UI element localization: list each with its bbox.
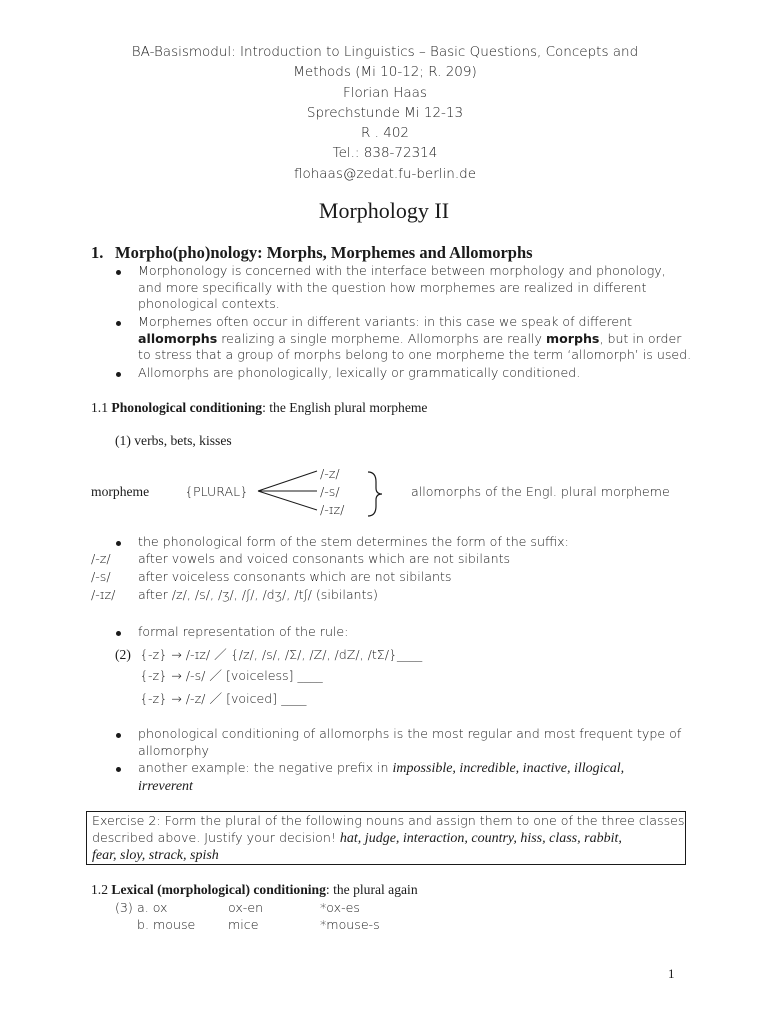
bullet-dot (116, 372, 121, 377)
rule-form: /-ɪz/ (91, 587, 116, 602)
allomorph-form: /-s/ (320, 484, 340, 499)
example-cell: *mouse-s (320, 917, 380, 932)
rule-desc: after voiceless consonants which are not sibilants (138, 569, 452, 584)
bullet-dot (116, 767, 121, 772)
italic-run: fear, sloy, strack, spish (92, 848, 219, 863)
formal-rule-row (140, 647, 422, 664)
branch-arrows (255, 462, 325, 517)
course-header (90, 42, 680, 184)
exercise-line (92, 847, 684, 865)
bullet-text: the phonological form of the stem determines the form of the suffix: (138, 534, 569, 549)
example-cell: mice (228, 917, 259, 932)
bullet-text: formal representation of the rule: (138, 624, 349, 639)
page-title: Morphology II (318, 198, 450, 223)
exercise-line (92, 830, 684, 848)
bullet-line: to stress that a group of morphs belong to one morpheme the term ‘allomorph’ is used. (138, 347, 692, 362)
text-run: another example: the negative prefix in (138, 760, 393, 775)
bullet-text (138, 263, 666, 313)
subsection-rest: : the English plural morpheme (262, 400, 428, 415)
rule-env: [voiced] ____ (226, 691, 307, 706)
subsection-number: 1.1 (91, 400, 108, 415)
header-line: flohaas@zedat.fu-berlin.de (293, 165, 477, 182)
bullet-line: Allomorphs are phonologically, lexically or grammatically conditioned. (138, 365, 581, 380)
arrow-icon: → (171, 647, 182, 662)
header-line: Tel.: 838-72314 (332, 145, 438, 162)
bullet-text (138, 726, 681, 759)
bold-term: morphs (545, 330, 600, 346)
bullet-dot (116, 541, 121, 546)
subsection-bold: Phonological conditioning (111, 400, 263, 415)
formal-rule-row (140, 668, 323, 685)
text-run: , but in order (599, 330, 682, 346)
bullet-line: Morphonology is concerned with the interface between morphology and phonology, (138, 263, 666, 278)
bullet-text (138, 314, 691, 364)
rule-form: /-s/ (91, 569, 111, 584)
section-title: Morpho(pho)nology: Morphs, Morphemes and Allomorphs (115, 243, 533, 262)
bullet-line (138, 760, 624, 778)
subsection-bold: Lexical (morphological) conditioning (111, 882, 326, 897)
subsection-heading (91, 400, 427, 417)
rule-rhs: /-z/ (185, 691, 206, 706)
rule-rhs: /-ɪz/ (185, 647, 211, 662)
allomorph-form: /-z/ (320, 466, 340, 481)
rule-lhs: {-z} (140, 668, 168, 683)
rule-desc: after /z/, /s/, /ʒ/, /ʃ/, /dʒ/, /tʃ/ (sibilants) (138, 587, 378, 602)
curly-brace (366, 470, 386, 518)
rule-form: /-z/ (91, 551, 111, 566)
bullet-line: allomorphy (138, 742, 209, 758)
header-line: R . 402 (360, 125, 410, 142)
rule-desc: after vowels and voiced consonants which are not sibilants (138, 551, 511, 566)
formal-number: (2) (115, 647, 131, 662)
rule-env: {/z/, /s/, /Σ/, /Z/, /dZ/, /tΣ/}____ (230, 647, 423, 662)
header-line: Methods (Mi 10-12; R. 209) (293, 64, 477, 81)
header-line: BA-Basismodul: Introduction to Linguistics – Basic Questions, Concepts and (131, 44, 639, 60)
rule-env: [voiceless] ____ (226, 668, 323, 683)
exercise-line: Exercise 2: Form the plural of the following nouns and assign them to one of the three classes (92, 813, 685, 828)
diagram-plural-label: {PLURAL} (185, 484, 249, 499)
bullet-text (138, 760, 624, 795)
subsection-number: 1.2 (91, 882, 108, 897)
header-line: Sprechstunde Mi 12-13 (306, 104, 464, 121)
italic-run: hat, judge, interaction, country, hiss, class, rabbit, (339, 830, 622, 846)
arrow-icon: → (171, 668, 182, 683)
bullet-dot (116, 733, 121, 738)
slash-icon: ／ (214, 647, 227, 662)
diagram-morpheme-label: morpheme (91, 484, 150, 499)
rule-rhs: /-s/ (185, 668, 206, 683)
example-cell: ox-en (228, 900, 264, 915)
formal-rule-row (140, 691, 306, 708)
allomorphs-label: allomorphs of the Engl. plural morpheme (411, 484, 670, 499)
rule-lhs: {-z} (140, 691, 168, 706)
arrow-icon: → (171, 691, 182, 706)
example-cell: b. mouse (137, 917, 196, 932)
bullet-line (138, 331, 691, 348)
bullet-dot (116, 631, 121, 636)
italic-run: impossible, incredible, inactive, illogical, (392, 761, 625, 776)
bullet-line: phonological contexts. (138, 296, 280, 311)
slash-icon: ／ (209, 668, 222, 683)
text-run: realizing a single morpheme. Allomorphs are really (221, 330, 542, 346)
bullet-line: phonological conditioning of allomorphs is the most regular and most frequent type of (138, 726, 682, 741)
branch-line-top (258, 471, 317, 491)
text-run: described above. Justify your decision! (92, 829, 340, 845)
bullet-line (138, 778, 624, 796)
bullet-dot (116, 270, 121, 275)
allomorph-form: /-ɪz/ (320, 502, 345, 517)
rule-lhs: {-z} (140, 647, 168, 662)
branch-line-bottom (258, 491, 317, 510)
example-cell: a. ox (137, 900, 168, 915)
subsection-heading (91, 882, 418, 899)
bold-term: allomorphs (138, 330, 218, 346)
example-1: (1) verbs, bets, kisses (115, 433, 232, 448)
bullet-line: Morphemes often occur in different variants: in this case we speak of different (138, 314, 633, 329)
header-line: Florian Haas (343, 84, 427, 101)
slash-icon: ／ (209, 691, 223, 706)
bullet-dot (116, 321, 121, 326)
page-number: 1 (668, 966, 675, 981)
bullet-line: and more specifically with the question how morphemes are realized in different (138, 279, 647, 295)
bullet-text (138, 365, 580, 382)
section-number: 1. (91, 243, 104, 262)
subsection-rest: : the plural again (325, 882, 418, 897)
example-3-number: (3) (115, 900, 133, 915)
exercise-text (92, 813, 684, 865)
example-cell: *ox-es (320, 900, 360, 915)
section-heading (91, 243, 533, 263)
italic-run: irreverent (138, 778, 193, 794)
